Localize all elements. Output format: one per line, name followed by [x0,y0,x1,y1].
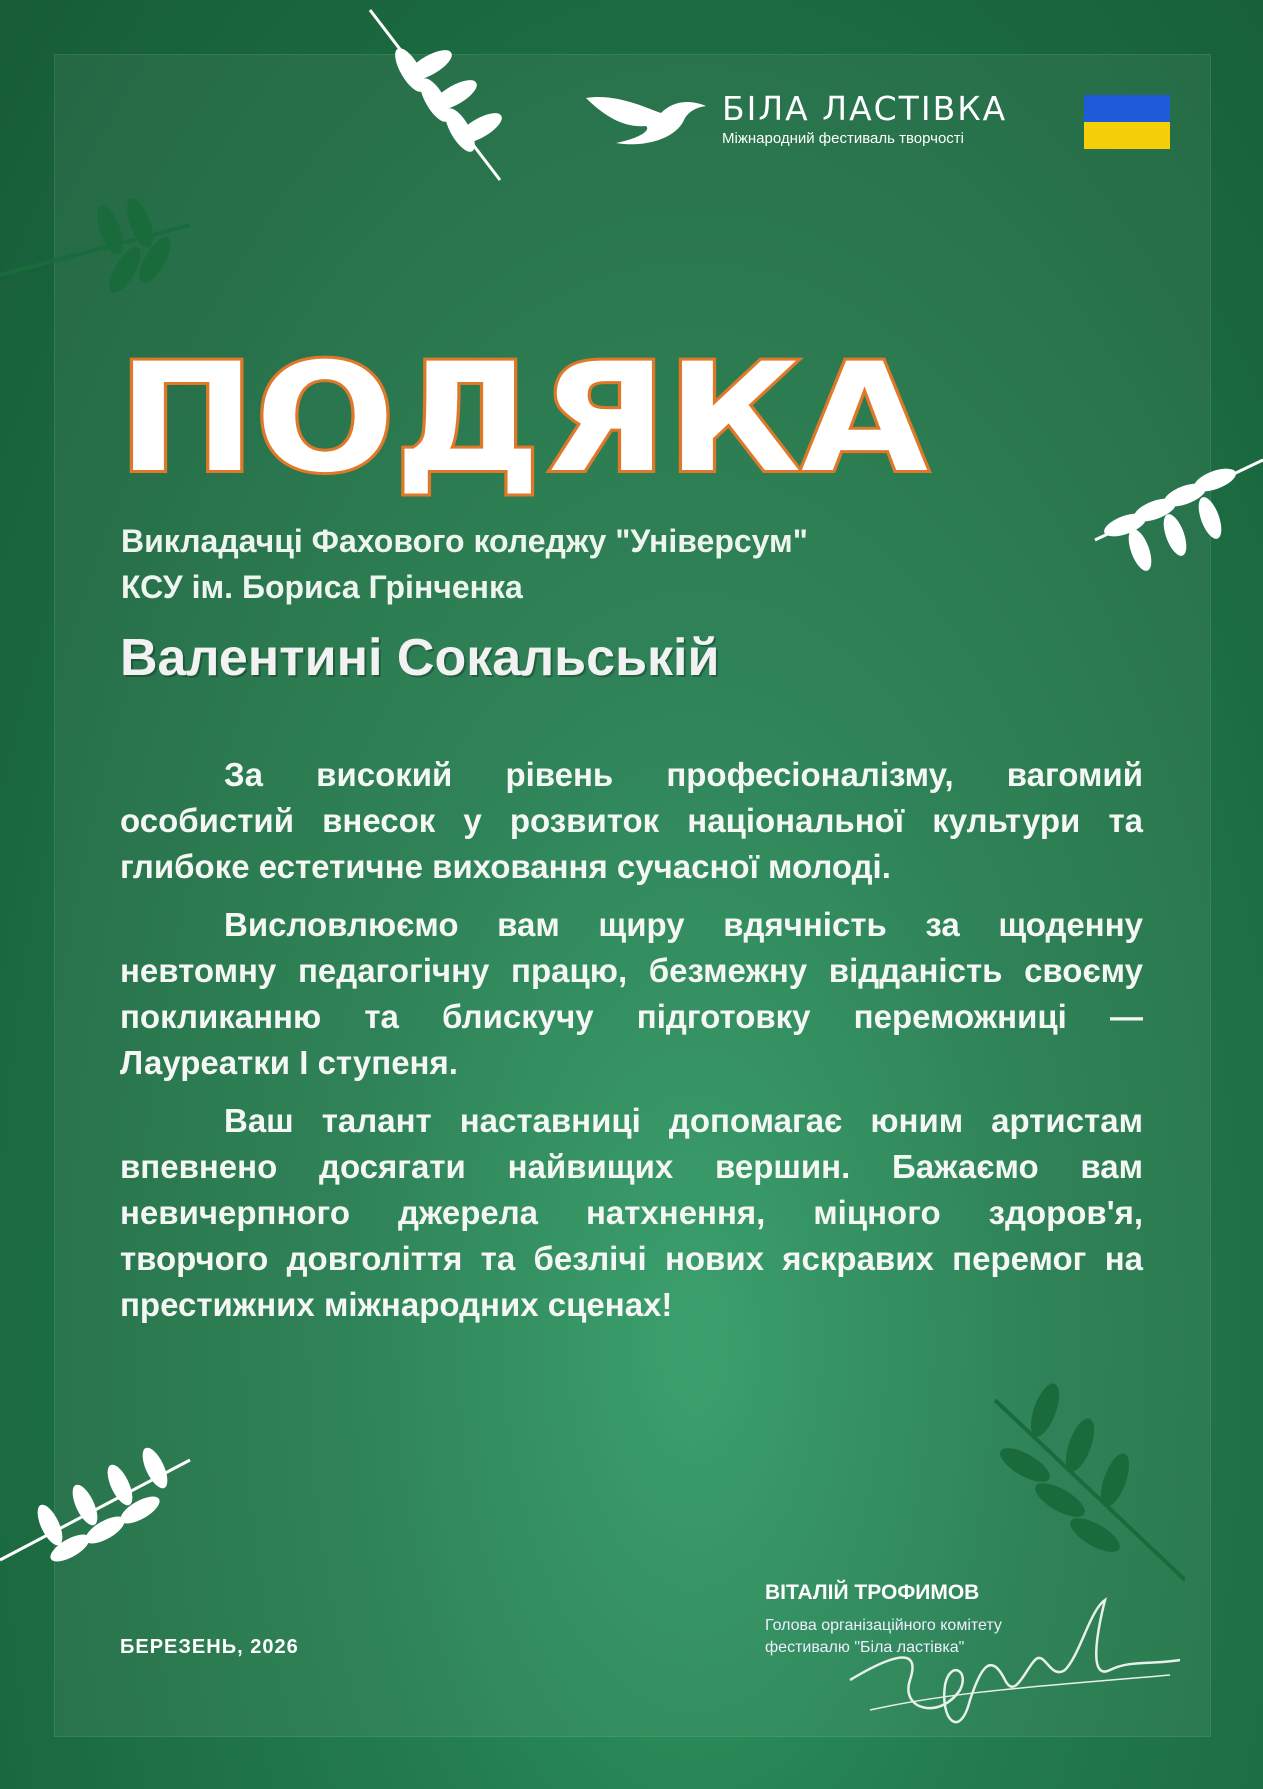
body-paragraph-2: Висловлюємо вам щиру вдячність за щоденну невтомну педагогічну працю, безмежну відданість своєму покликанню та блискучу підготовку переможниці — Лауреатки І ступеня. [120,906,1143,1081]
recipient-name: Валентині Сокальській [120,629,720,687]
body-text [120,752,1143,1340]
signatory-role-1: Голова організаційного комітету [765,1617,1002,1634]
leaf-branch-icon [0,195,200,305]
signature-icon [840,1590,1200,1750]
date-label: БЕРЕЗЕНЬ, 2026 [120,1636,299,1658]
signatory-name: ВІТАЛІЙ ТРОФИМОВ [765,1581,980,1604]
body-paragraph-1: За високий рівень професіоналізму, вагомий особистий внесок у розвиток національної культури та глибоке естетичне виховання сучасної молоді. [120,756,1143,885]
recipient-line-1: Викладачці Фахового коледжу "Універсум" [121,523,808,559]
title-text: ПОДЯКА [118,340,928,500]
signatory-role-2: фестивалю "Біла ластівка" [765,1639,965,1656]
body-paragraph-3: Ваш талант наставниці допомагає юним артистам впевнено досягати найвищих вершин. Бажаємо вам невичерпного джерела натхнення, міцного здоров'я, творчого довголіття та безлічі нових яскравих перемог на престижних міжнародних сценах! [120,1102,1143,1323]
logo-title: БІЛА ЛАСТІВКА [722,89,1008,128]
swallow-icon [586,88,716,152]
logo-subtitle: Міжнародний фестиваль творчості [722,130,964,147]
festival-logo [586,88,1046,158]
leaf-branch-icon [1085,440,1263,580]
leaf-branch-icon [985,1370,1185,1590]
title-heading [118,340,938,500]
leaf-branch-icon [0,1440,200,1570]
recipient-line-2: КСУ ім. Бориса Грінченка [121,569,523,605]
ukraine-flag [1084,95,1170,149]
leaf-branch-icon [360,0,520,200]
